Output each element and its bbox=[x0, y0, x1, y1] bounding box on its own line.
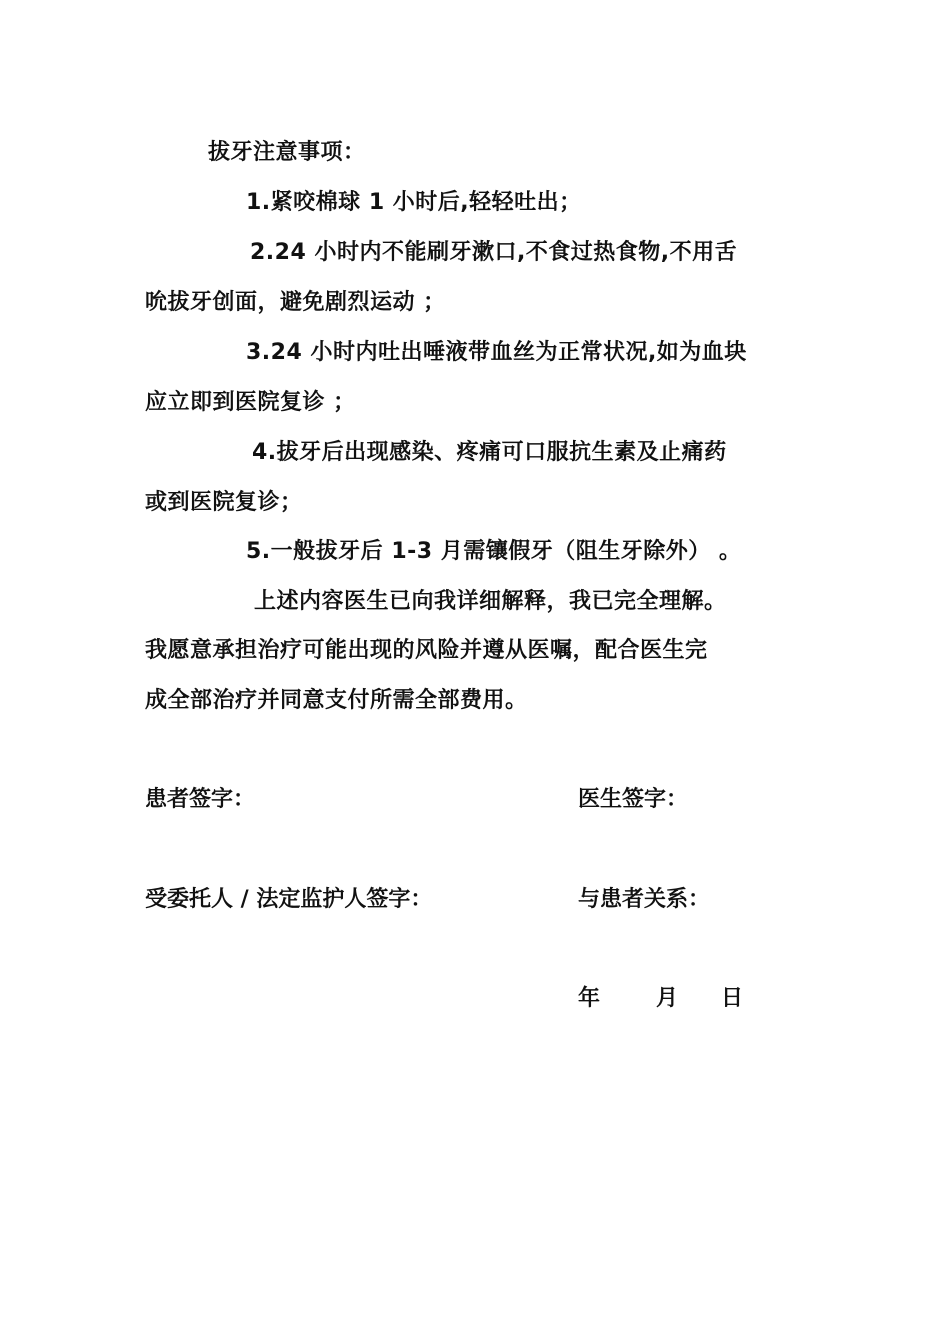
patient-signature-label: 患者签字： bbox=[145, 787, 256, 812]
page-heading: 拔牙注意事项： bbox=[208, 140, 366, 165]
date-month-label: 月 bbox=[656, 986, 679, 1011]
consent-line-1: 上述内容医生已向我详细解释，我已完全理解。 bbox=[254, 589, 727, 614]
date-year-label: 年 bbox=[578, 986, 601, 1011]
item-2-line-1: 2.24 小时内不能刷牙漱口,不食过热食物,不用舌 bbox=[250, 240, 738, 265]
doctor-signature-label: 医生签字： bbox=[578, 787, 689, 812]
consent-line-3: 成全部治疗并同意支付所需全部费用。 bbox=[145, 688, 528, 713]
relation-label: 与患者关系： bbox=[578, 887, 711, 912]
item-4-line-1: 4.拔牙后出现感染、疼痛可口服抗生素及止痛药 bbox=[252, 440, 727, 465]
item-3-line-2: 应立即到医院复诊 ； bbox=[145, 390, 356, 415]
item-3-line-1: 3.24 小时内吐出唾液带血丝为正常状况,如为血块 bbox=[246, 340, 747, 365]
item-2-line-2: 吮拔牙创面，避免剧烈运动 ； bbox=[145, 290, 446, 315]
consent-line-2: 我愿意承担治疗可能出现的风险并遵从医嘱，配合医生完 bbox=[145, 638, 708, 663]
proxy-signature-label: 受委托人 / 法定监护人签字： bbox=[145, 887, 433, 912]
item-1-line-1: 1.紧咬棉球 1 小时后,轻轻吐出； bbox=[246, 190, 582, 215]
item-4-line-2: 或到医院复诊； bbox=[145, 490, 303, 515]
date-day-label: 日 bbox=[721, 986, 744, 1011]
item-5-line-1: 5.一般拔牙后 1-3 月需镶假牙（阻生牙除外） 。 bbox=[246, 539, 742, 564]
